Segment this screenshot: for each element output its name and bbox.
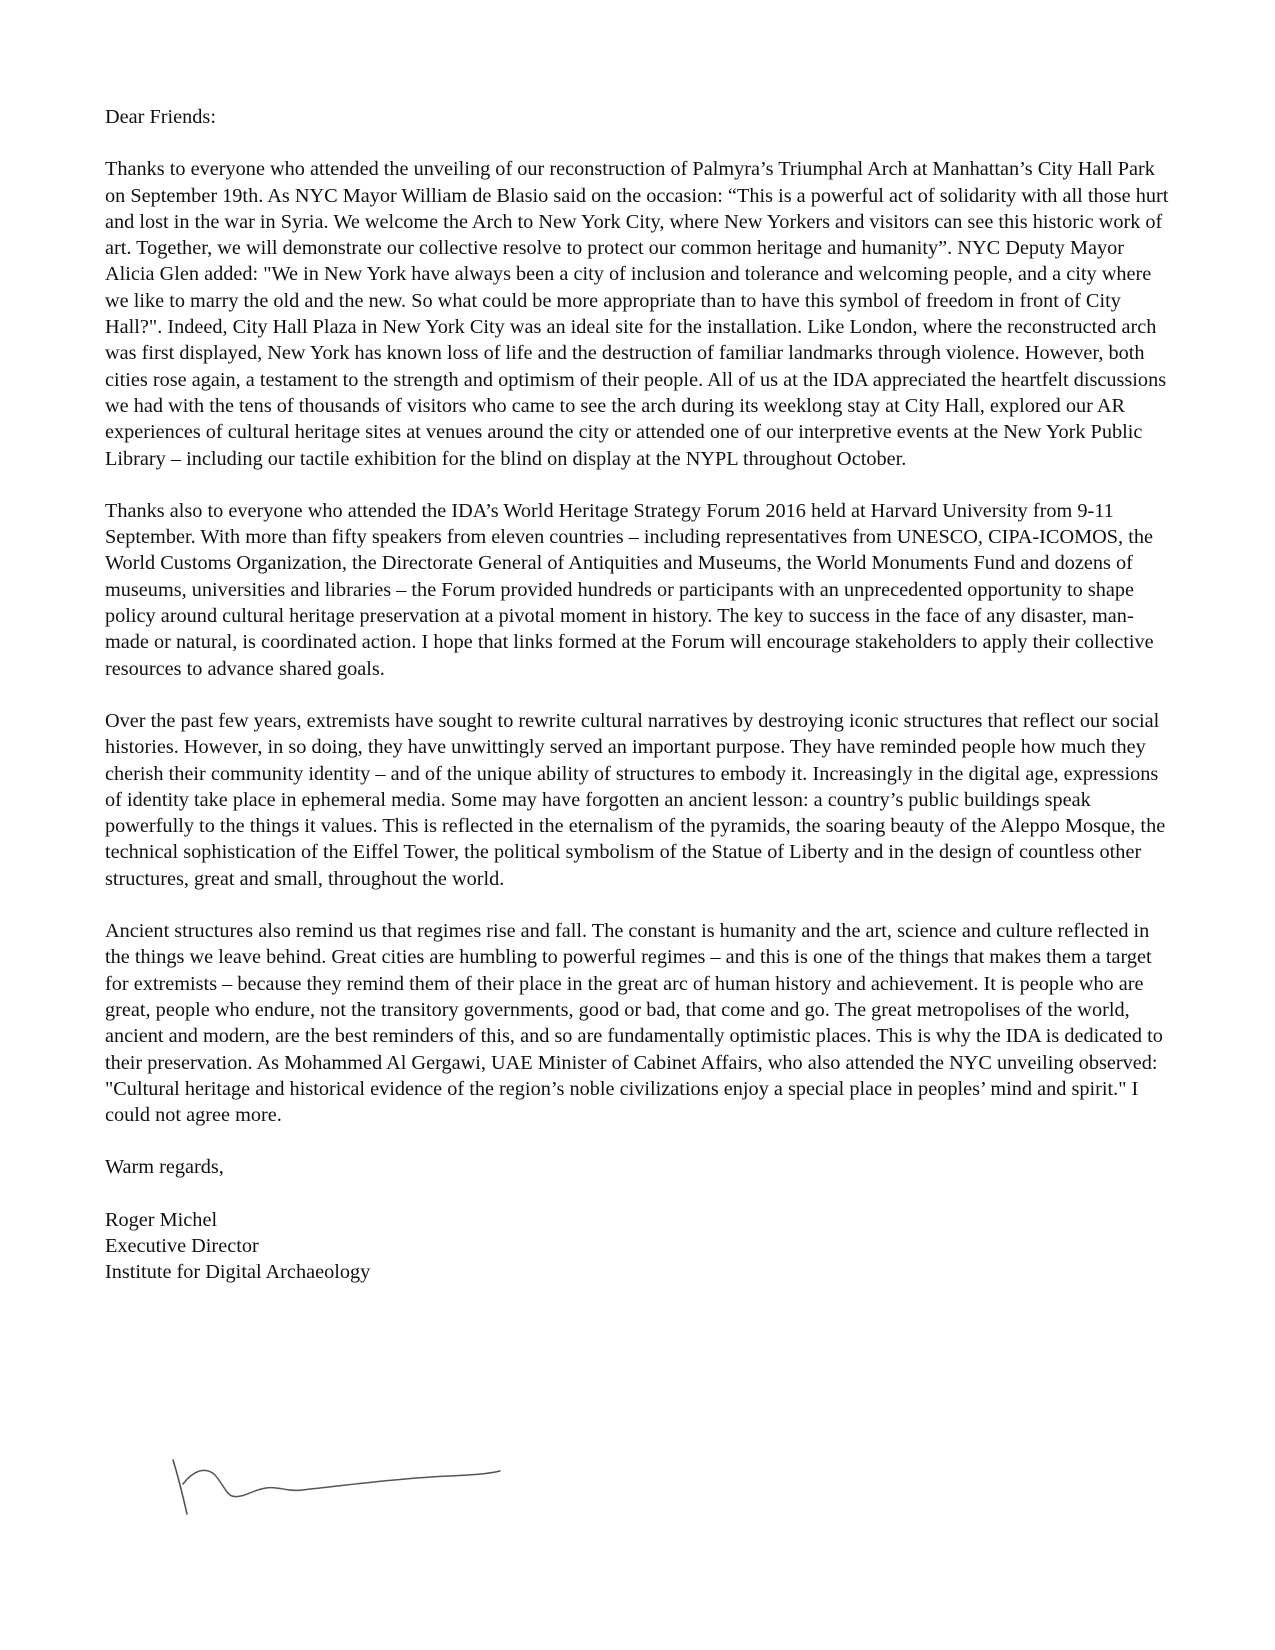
paragraph-arch-unveiling: Thanks to everyone who attended the unveiling of our reconstruction of Palmyra’s Triumphal Arch at Manhattan’s City Hall Park on September 19th. As NYC Mayor William de Blasio said on the occasion: “This is a powerful act of solidarity with all those hurt and lost in the war in Syria. We welcome the Arch to New York City, where New Yorkers and visitors can see this historic work of art. Together, we will demonstrate our collective resolve to protect our common heritage and humanity”. NYC Deputy Mayor Alicia Glen added: "We in New York have always been a city of inclusion and tolerance and welcoming people, and a city where we like to marry the old and the new. So what could be more appropriate than to have this symbol of freedom in front of City Hall?". Indeed, City Hall Plaza in New York City was an ideal site for the installation. Like London, where the reconstructed arch was first displayed, New York has known loss of life and the destruction of familiar landmarks through violence. However, both cities rose again, a testament to the strength and optimism of their people. All of us at the IDA appreciated the heartfelt discussions we had with the tens of thousands of visitors who came to see the arch during its weeklong stay at City Hall, explored our AR experiences of cultural heritage sites at venues around the city or attended one of our interpretive events at the New York Public Library – including our tactile exhibition for the blind on display at the NYPL throughout October.: [105, 158, 1169, 470]
handwritten-signature: [170, 1452, 510, 1522]
salutation: Dear Friends:: [105, 106, 216, 128]
letter-body: [105, 104, 1175, 1286]
signature-block: [105, 1207, 1175, 1286]
paragraph-ancient-structures: Ancient structures also remind us that regimes rise and fall. The constant is humanity and the art, science and culture reflected in the things we leave behind. Great cities are humbling to powerful regimes – and this is one of the things that makes them a target for extremists – because they remind them of their place in the great arc of human history and achievement. It is people who are great, people who endure, not the transitory governments, good or bad, that come and go. The great metropolises of the world, ancient and modern, are the best reminders of this, and so are fundamentally optimistic places. This is why the IDA is dedicated to their preservation. As Mohammed Al Gergawi, UAE Minister of Cabinet Affairs, who also attended the NYC unveiling observed: "Cultural heritage and historical evidence of the region’s noble civilizations enjoy a special place in peoples’ mind and spirit." I could not agree more.: [105, 920, 1163, 1127]
signatory-name: Roger Michel: [105, 1208, 218, 1231]
closing: Warm regards,: [105, 1156, 224, 1179]
paragraph-heritage-forum: Thanks also to everyone who attended the IDA’s World Heritage Strategy Forum 2016 held at Harvard University from 9-11 September. With more than fifty speakers from eleven countries – including representatives from UNESCO, CIPA-ICOMOS, the World Customs Organization, the Directorate General of Antiquities and Museums, the World Monuments Fund and dozens of museums, universities and libraries – the Forum provided hundreds or participants with an unprecedented opportunity to shape policy around cultural heritage preservation at a pivotal moment in history. The key to success in the face of any disaster, man-made or natural, is coordinated action. I hope that links formed at the Forum will encourage stakeholders to apply their collective resources to advance shared goals.: [105, 499, 1154, 680]
paragraph-extremists: Over the past few years, extremists have sought to rewrite cultural narratives by destroying iconic structures that reflect our social histories. However, in so doing, they have unwittingly served an important purpose. They have reminded people how much they cherish their community identity – and of the unique ability of structures to embody it. Increasingly in the digital age, expressions of identity take place in ephemeral media. Some may have forgotten an ancient lesson: a country’s public buildings speak powerfully to the things it values. This is reflected in the eternalism of the pyramids, the soaring beauty of the Aleppo Mosque, the technical sophistication of the Eiffel Tower, the political symbolism of the Statue of Liberty and in the design of countless other structures, great and small, throughout the world.: [105, 709, 1166, 890]
signatory-title: Executive Director: [105, 1234, 259, 1257]
signatory-organization: Institute for Digital Archaeology: [105, 1261, 371, 1284]
